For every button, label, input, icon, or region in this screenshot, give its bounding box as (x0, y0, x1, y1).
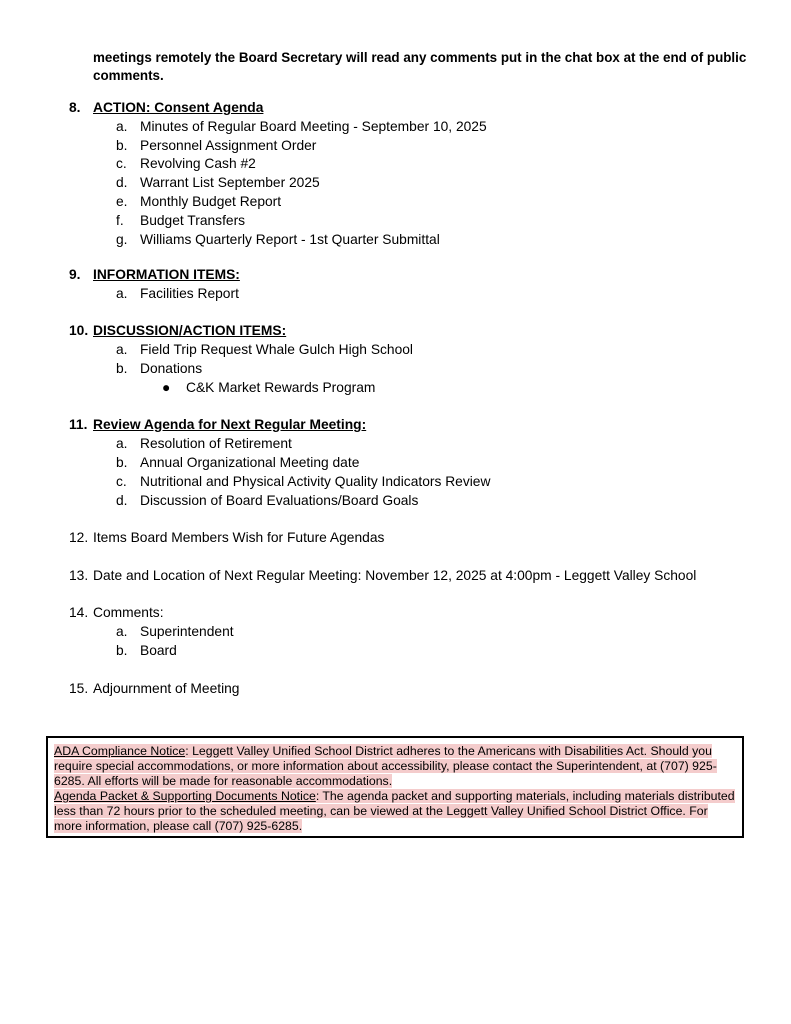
sub-item (116, 623, 234, 641)
sub-item (116, 231, 440, 249)
sub-letter: a. (116, 119, 128, 134)
sub-item (116, 285, 239, 303)
sub-letter: b. (116, 643, 128, 658)
sub-item (116, 492, 418, 510)
agenda-item-8 (69, 99, 263, 117)
sub-text: Donations (140, 361, 203, 376)
item-number: 15. (69, 681, 89, 696)
bullet-text: C&K Market Rewards Program (186, 380, 376, 395)
sub-letter: b. (116, 455, 128, 470)
ada-notice (54, 744, 736, 789)
agenda-item-10 (69, 322, 286, 340)
intro-paragraph: meetings remotely the Board Secretary will read any comments put in the chat box at the end of public comments. (93, 50, 747, 83)
ada-notice-text: : Leggett Valley Unified School District adheres to the Americans with Disabilities Act. Should you require special accommodations, or more information about accessibility, please contact the Superintendent, at (707) 925-6285. All efforts will be made for reasonable accommodations. (54, 744, 717, 788)
sub-letter: a. (116, 624, 128, 639)
agenda-item-15 (69, 680, 239, 698)
item-title: ACTION: Consent Agenda (93, 100, 264, 115)
agenda-item-14 (69, 604, 164, 622)
packet-notice-heading: Agenda Packet & Supporting Documents Notice (54, 789, 316, 803)
sub-text: Nutritional and Physical Activity Quality Indicators Review (140, 474, 491, 489)
sub-item (116, 435, 292, 453)
sub-item (116, 341, 413, 359)
sub-letter: g. (116, 232, 128, 247)
item-title: Date and Location of Next Regular Meeting: November 12, 2025 at 4:00pm - Leggett Valley School (93, 568, 697, 583)
item-number: 10. (69, 323, 89, 338)
item-number: 9. (69, 267, 81, 282)
sub-text: Monthly Budget Report (140, 194, 282, 209)
sub-item (116, 174, 320, 192)
sub-letter: d. (116, 175, 128, 190)
sub-text: Facilities Report (140, 286, 239, 301)
bullet-item (162, 379, 375, 397)
item-title: Adjournment of Meeting (93, 681, 240, 696)
sub-letter: b. (116, 361, 128, 376)
sub-text: Superintendent (140, 624, 234, 639)
sub-text: Budget Transfers (140, 213, 246, 228)
sub-text: Field Trip Request Whale Gulch High School (140, 342, 414, 357)
sub-letter: f. (116, 213, 124, 228)
sub-text: Resolution of Retirement (140, 436, 292, 451)
sub-item (116, 360, 202, 378)
item-title: Comments: (93, 605, 164, 620)
sub-item (116, 454, 359, 472)
sub-letter: d. (116, 493, 128, 508)
sub-letter: a. (116, 436, 128, 451)
sub-letter: c. (116, 474, 127, 489)
sub-item (116, 642, 177, 660)
sub-letter: a. (116, 286, 128, 301)
agenda-item-9 (69, 266, 240, 284)
item-title: INFORMATION ITEMS: (93, 267, 240, 282)
sub-item (116, 193, 281, 211)
sub-letter: a. (116, 342, 128, 357)
agenda-item-11 (69, 416, 366, 434)
packet-notice-text: : The agenda packet and supporting materials, including materials distributed less than 72 hours prior to the scheduled meeting, can be viewed at the Leggett Valley Unified School District Office. For more information, please call (707) 925-6285. (54, 789, 735, 833)
item-number: 14. (69, 605, 89, 620)
packet-notice (54, 789, 736, 834)
item-title: Review Agenda for Next Regular Meeting: (93, 417, 367, 432)
sub-letter: b. (116, 138, 128, 153)
sub-text: Board (140, 643, 177, 658)
item-title: Items Board Members Wish for Future Agendas (93, 530, 385, 545)
sub-text: Minutes of Regular Board Meeting - September 10, 2025 (140, 119, 487, 134)
agenda-item-13 (69, 567, 696, 585)
sub-item (116, 473, 490, 491)
sub-letter: e. (116, 194, 128, 209)
agenda-item-12 (69, 529, 384, 547)
ada-notice-heading: ADA Compliance Notice (54, 744, 186, 758)
sub-text: Revolving Cash #2 (140, 156, 256, 171)
item-number: 11. (69, 417, 88, 432)
sub-letter: c. (116, 156, 127, 171)
sub-item (116, 118, 487, 136)
sub-text: Discussion of Board Evaluations/Board Goals (140, 493, 419, 508)
sub-text: Personnel Assignment Order (140, 138, 317, 153)
item-number: 13. (69, 568, 89, 583)
sub-text: Williams Quarterly Report - 1st Quarter Submittal (140, 232, 440, 247)
item-title: DISCUSSION/ACTION ITEMS: (93, 323, 287, 338)
item-number: 12. (69, 530, 89, 545)
item-number: 8. (69, 100, 81, 115)
sub-item (116, 155, 256, 173)
sub-item (116, 137, 316, 155)
sub-text: Warrant List September 2025 (140, 175, 320, 190)
sub-item (116, 212, 245, 230)
bullet-symbol: ● (162, 380, 171, 395)
sub-text: Annual Organizational Meeting date (140, 455, 360, 470)
notice-box (46, 736, 744, 838)
